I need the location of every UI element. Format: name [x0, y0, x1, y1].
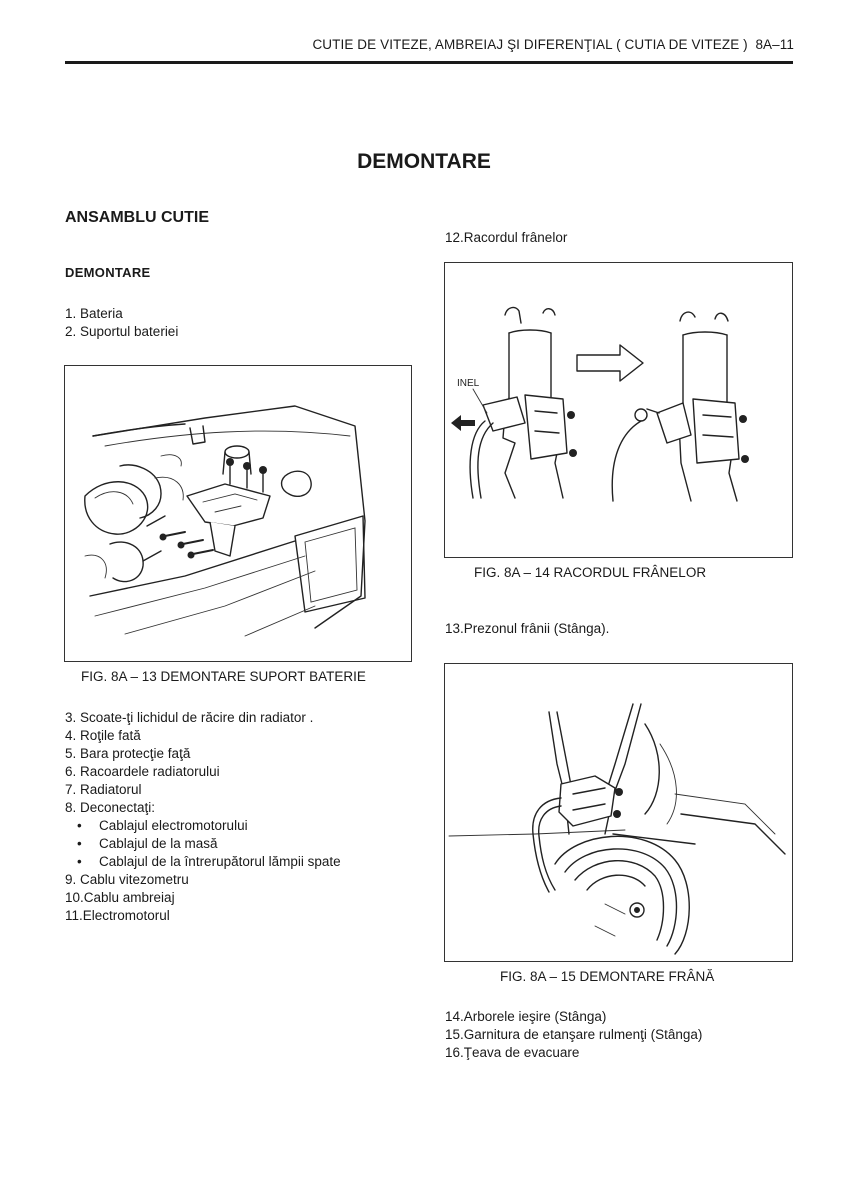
- header-title: CUTIE DE VITEZE, AMBREIAJ ŞI DIFERENŢIAL ( CUTIA DE VITEZE ): [312, 37, 748, 52]
- list-item: 9. Cablu vitezometru: [65, 872, 189, 887]
- step-13: 13.Prezonul frânii (Stânga).: [445, 621, 610, 636]
- list-item: 14.Arborele ieşire (Stânga): [445, 1009, 607, 1024]
- bullet-glyph: •: [77, 854, 82, 869]
- bullet-item: [65, 853, 341, 871]
- running-header: [312, 37, 794, 52]
- figure-caption-14: FIG. 8A – 14 RACORDUL FRÂNELOR: [474, 565, 707, 580]
- bullet-glyph: •: [77, 818, 82, 833]
- list-item: 15.Garnitura de etanşare rulmenţi (Stânga): [445, 1027, 703, 1042]
- figure-caption-13: FIG. 8A – 13 DEMONTARE SUPORT BATERIE: [81, 669, 366, 684]
- page-title: DEMONTARE: [357, 150, 491, 173]
- list-item: 4. Roţile fată: [65, 728, 141, 743]
- list-item: 10.Cablu ambreiaj: [65, 890, 175, 905]
- bullet-item: [65, 817, 341, 835]
- bullet-text: Cablajul de la întrerupătorul lămpii spate: [99, 854, 341, 869]
- header-rule: [65, 61, 793, 64]
- list-item: 6. Racoardele radiatorului: [65, 764, 220, 779]
- bullet-item: [65, 835, 341, 853]
- header-page-number: 8A–11: [755, 37, 794, 52]
- battery-bracket-illustration: [65, 366, 411, 661]
- list-item: 2. Suportul bateriei: [65, 324, 179, 339]
- step-12: 12.Racordul frânelor: [445, 230, 568, 245]
- bullet-text: Cablajul de la masă: [99, 836, 218, 851]
- list-item: 5. Bara protecţie faţă: [65, 746, 191, 761]
- brake-removal-illustration: [445, 664, 792, 961]
- subsection-title: DEMONTARE: [65, 265, 151, 280]
- list-item: 8. Deconectaţi:: [65, 800, 156, 815]
- figure-caption-15: FIG. 8A – 15 DEMONTARE FRÂNĂ: [500, 969, 715, 984]
- figure-battery-bracket: [64, 365, 412, 662]
- steps-list-right: [445, 1008, 702, 1062]
- list-item: 16.Ţeava de evacuare: [445, 1045, 580, 1060]
- list-item: 3. Scoate-ţi lichidul de răcire din radiator .: [65, 710, 314, 725]
- bullet-text: Cablajul electromotorului: [99, 818, 248, 833]
- list-item: 11.Electromotorul: [65, 908, 170, 923]
- steps-list-2: [65, 709, 341, 925]
- list-item: 1. Bateria: [65, 306, 123, 321]
- brake-connector-illustration: [445, 263, 792, 557]
- section-title: ANSAMBLU CUTIE: [65, 209, 209, 226]
- steps-list-1: [65, 305, 178, 341]
- inel-label: INEL: [457, 378, 480, 389]
- figure-brake-connector: [444, 262, 793, 558]
- figure-brake-removal: [444, 663, 793, 962]
- list-item: 7. Radiatorul: [65, 782, 142, 797]
- bullet-glyph: •: [77, 836, 82, 851]
